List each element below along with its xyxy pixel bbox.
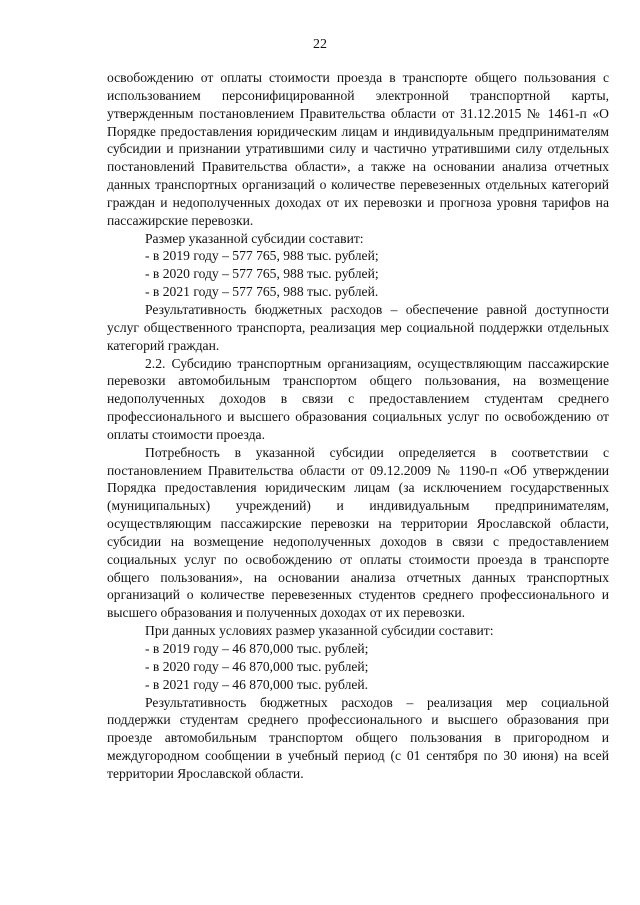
paragraph-section-2-2: 2.2. Субсидию транспортным организациям, осуществляющим пассажирские перевозки автомобильным транспортом общего пользования, на возмещение недополученных доходов в связи с предоставлением студентам среднего профессионального и высшего образования социальных услуг по освобождению от оплаты стоимости проезда. — [107, 355, 609, 442]
page-number: 22 — [313, 37, 327, 52]
document-body — [107, 69, 609, 783]
paragraph-demand: Потребность в указанной субсидии определяется в соответствии с постановлением Правительства области от 09.12.2009 № 1190-п «Об утверждении Порядка предоставления юридическим лицам (за исключением государственных (муниципальных) учреждений) и индивидуальным предпринимателям, осуществляющим пассажирские перевозки на территории Ярославской области, субсидии на возмещение недополученных доходов в связи с предоставлением социальных услуг по освобождению от оплаты стоимости проезда в транспорте общего пользования», на основании анализа отчетных данных транспортных организаций о количестве перевезенных студентов среднего профессионального и высшего образования и полученных доходах от их перевозки. — [107, 444, 609, 621]
paragraph-student-subsidy-2021: - в 2021 году – 46 870,000 тыс. рублей. — [145, 676, 369, 692]
paragraph-subsidy-size-intro: Размер указанной субсидии составит: — [145, 230, 364, 246]
paragraph-student-subsidy-2019: - в 2019 году – 46 870,000 тыс. рублей; — [145, 641, 369, 656]
paragraph-subsidy-2019: - в 2019 году – 577 765, 988 тыс. рублей; — [145, 248, 379, 264]
paragraph-effectiveness: Результативность бюджетных расходов – обеспечение равной доступности услуг общественного транспорта, реализация мер социальной поддержки отдельных категорий граждан. — [107, 301, 609, 353]
paragraph-subsidy-2021: - в 2021 году – 577 765, 988 тыс. рублей. — [145, 284, 379, 300]
paragraph-subsidy-2020: - в 2020 году – 577 765, 988 тыс. рублей; — [145, 266, 379, 282]
paragraph-student-subsidy-2020: - в 2020 году – 46 870,000 тыс. рублей; — [145, 658, 369, 674]
paragraph-continuation: освобождению от оплаты стоимости проезда в транспорте общего пользования с использованием персонифицированной электронной транспортной карты, утвержденным постановлением Правительства области от 31.12.2015 № 1461-п «О Порядке предоставления юридическим лицам и индивидуальным предпринимателям субсидии и признании утратившими силу и частично утратившими силу отдельных постановлений Правительства области», а также на основании анализа отчетных данных транспортных организаций о количестве перевезенных отдельных категорий граждан и недополученных доходах от их перевозки и прогноза уровня тарифов на пассажирские перевозки. — [107, 70, 609, 228]
paragraph-student-subsidy-intro: При данных условиях размер указанной субсидии составит: — [145, 623, 494, 639]
paragraph-student-effectiveness: Результативность бюджетных расходов – реализация мер социальной поддержки студентам среднего профессионального и высшего образования при проезде автомобильным транспортом общего пользования в пригородном и междугородном сообщении в учебный период (с 01 сентября по 30 июня) на всей территории Ярославской области. — [107, 694, 609, 781]
